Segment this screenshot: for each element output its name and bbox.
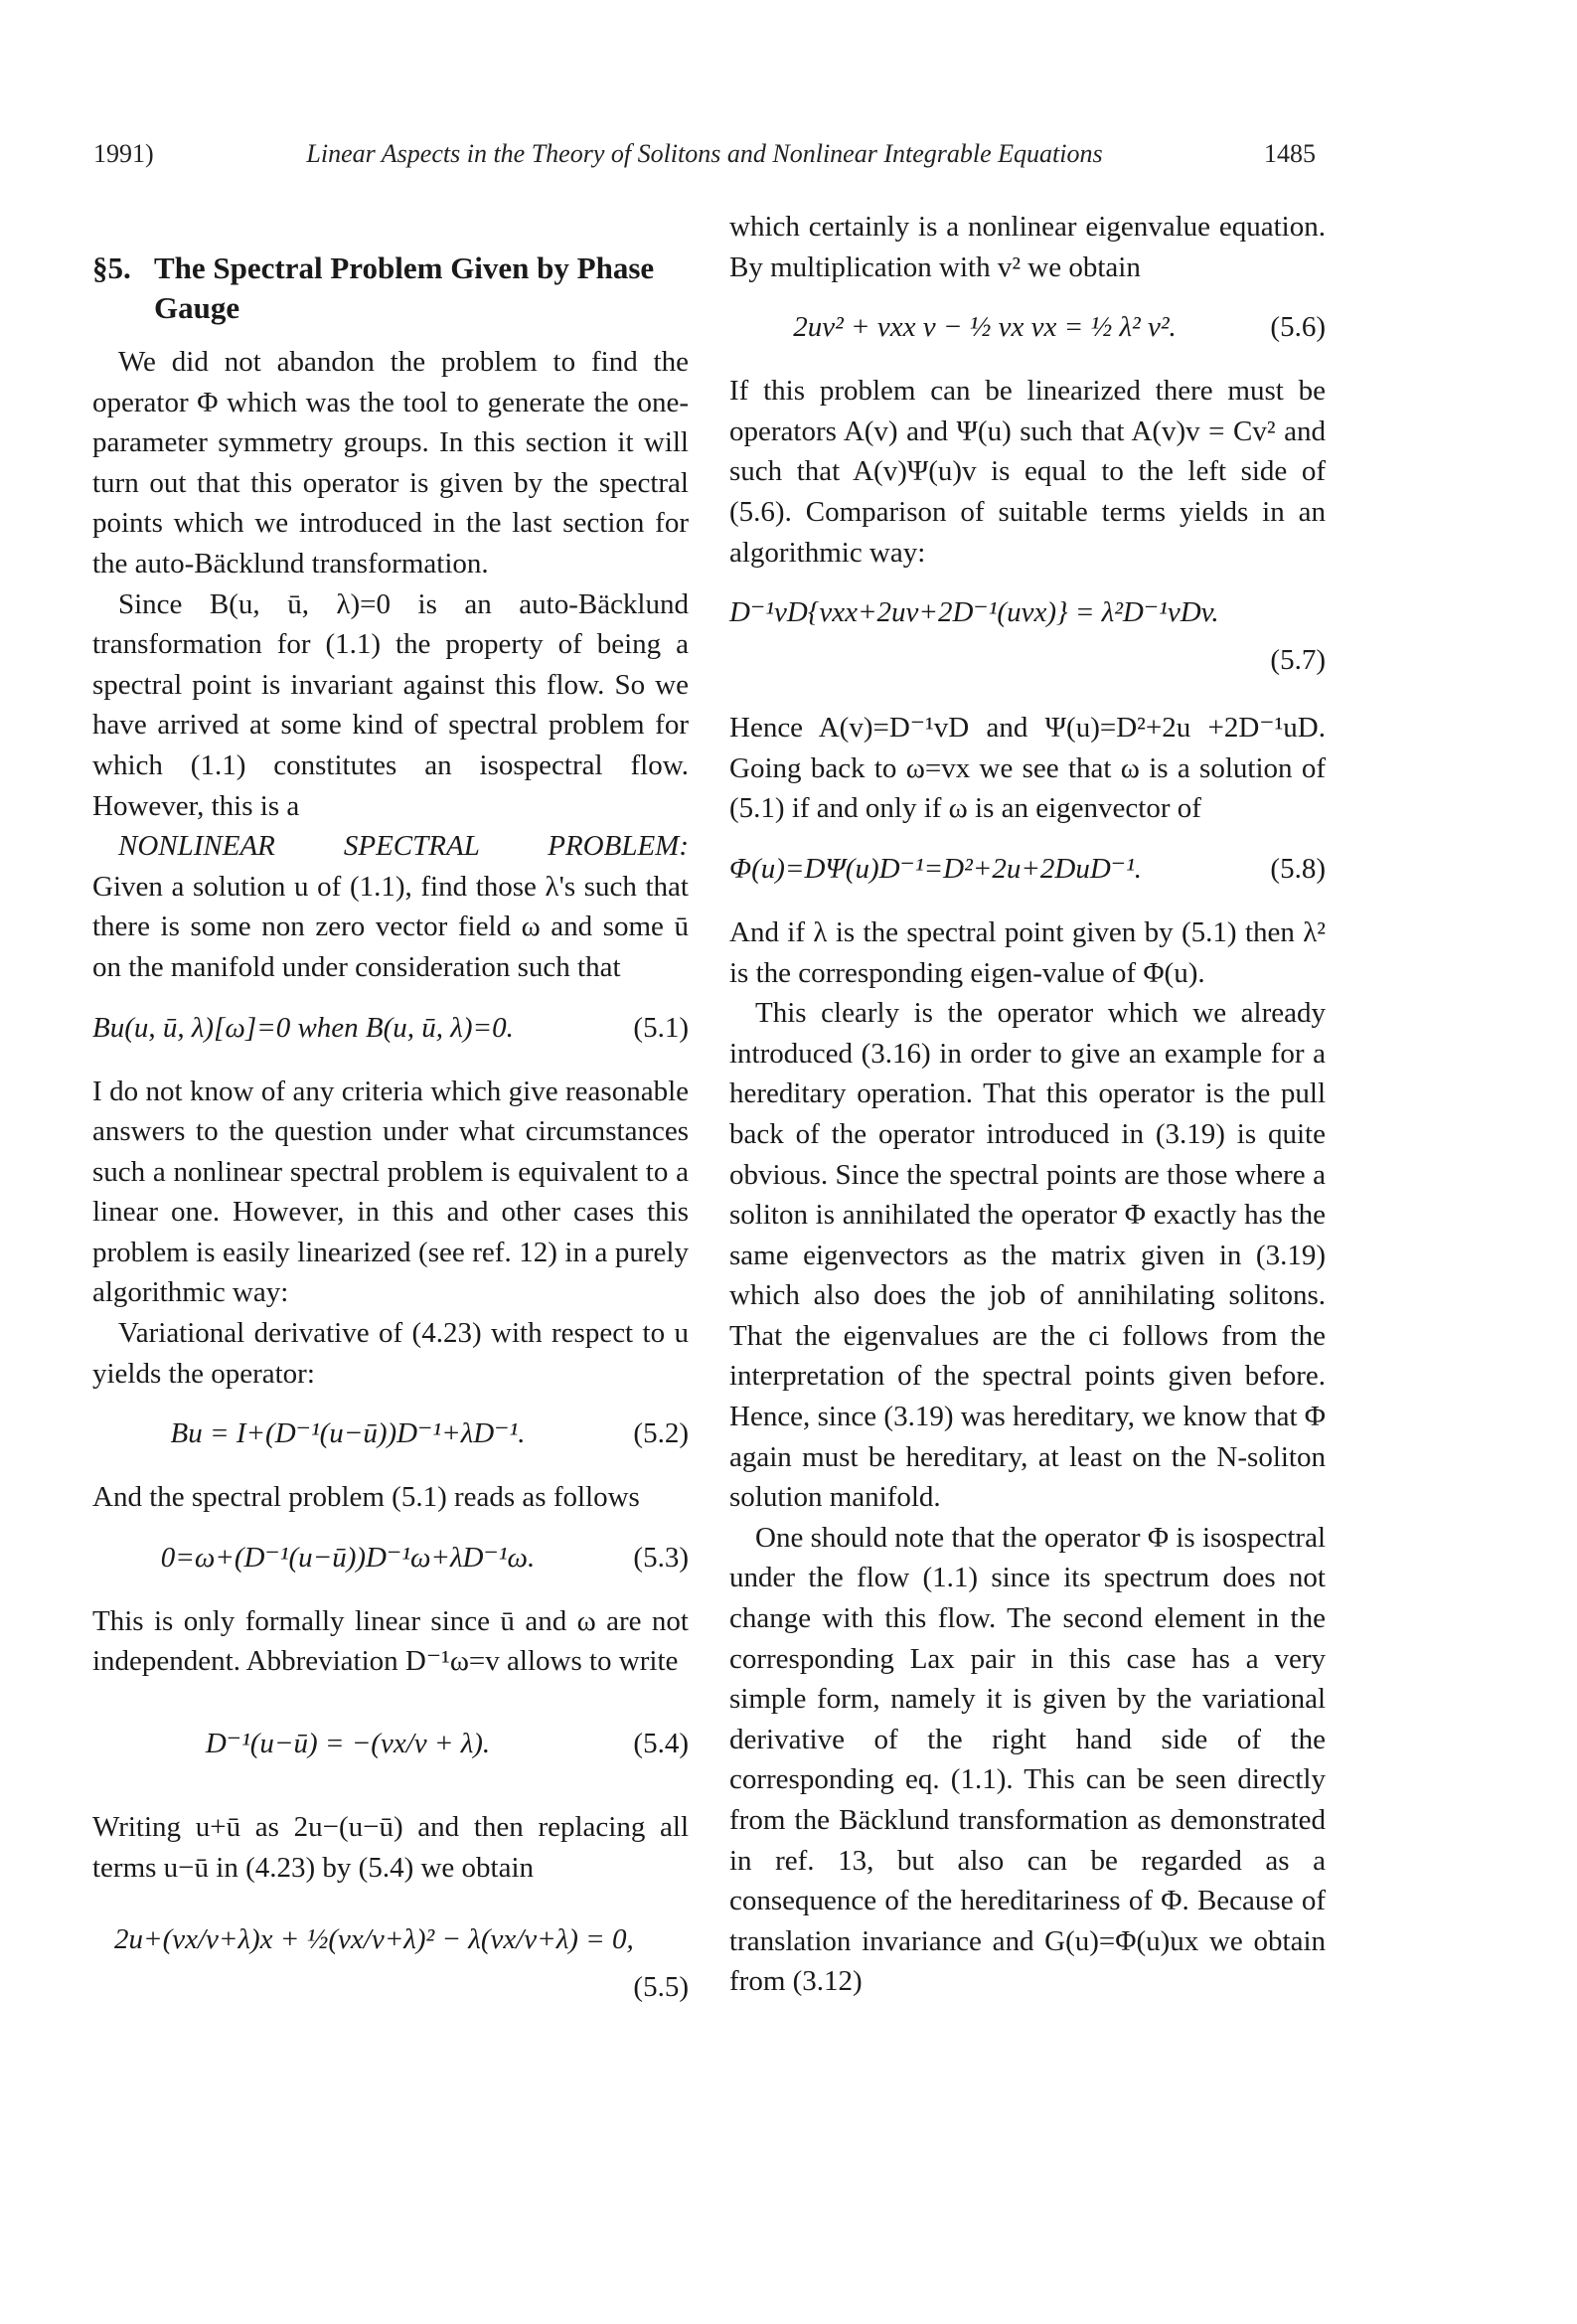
- equation-number: (5.8): [1270, 852, 1326, 885]
- left-column: [92, 207, 689, 2037]
- emphasis-heading: NONLINEAR SPECTRAL PROBLEM:: [118, 830, 689, 863]
- equation: [92, 1413, 689, 1457]
- equation: [729, 849, 1326, 893]
- equation-number: (5.6): [1270, 311, 1326, 344]
- right-column: [729, 207, 1326, 2002]
- paragraph: Writing u+ū as 2u−(u−ū) and then replacing all terms u−ū in (4.23) by (5.4) we obtain: [92, 1811, 689, 1884]
- equation-number: (5.5): [633, 1971, 689, 2004]
- equation-body: D⁻¹(u−ū) = −(vx/v + λ).: [205, 1728, 491, 1760]
- equation: [92, 1702, 689, 1787]
- equation-body: 2u+(vx/v+λ)x + ½(vx/v+λ)² − λ(vx/v+λ) = 0,: [114, 1923, 634, 1956]
- equation-body: Bu(u, ū, λ)[ω]=0 when B(u, ū, λ)=0.: [92, 1011, 514, 1044]
- paragraph: We did not abandon the problem to find the operator Φ which was the tool to generate the one-parameter symmetry groups. In this section it will turn out that this operator is given by the spectral points which we introduced in the last section for the auto-Bäcklund transformation.: [92, 346, 689, 580]
- equation-number: (5.4): [633, 1728, 689, 1760]
- paragraph-text: Given a solution u of (1.1), find those λ's such that there is some non zero vector field ω and some ū on the manifold under consideration such that: [92, 870, 689, 983]
- paragraph: One should note that the operator Φ is isospectral under the flow (1.1) since its spectrum does not change with this flow. The second element in the corresponding Lax pair in this case has a very simple form, namely it is given by the variational derivative of the right hand side of the corresponding eq. (1.1). This can be seen directly from the Bäcklund transformation as demonstrated in ref. 13, but also can be regarded as a consequence of the hereditariness of Φ. Because of translation invariance and G(u)=Φ(u)ux we obtain from (3.12): [729, 1521, 1326, 1998]
- paragraph: [92, 584, 689, 988]
- paragraph: Variational derivative of (4.23) with respect to u yields the operator:: [92, 1317, 689, 1390]
- equation: [92, 1908, 689, 2017]
- equation-number: (5.2): [633, 1417, 689, 1450]
- equation-body: Bu = I+(D⁻¹(u−ū))D⁻¹+λD⁻¹.: [170, 1417, 526, 1450]
- paragraph-text: Since B(u, ū, λ)=0 is an auto-Bäcklund transformation for (1.1) the property of being a spectral point is invariant against this flow. So we have arrived at some kind of spectral problem for which (1.1) constitutes an isospectral flow. However, this is a: [92, 587, 689, 822]
- running-title: Linear Aspects in the Theory of Solitons and Nonlinear Integrable Equations: [306, 139, 1103, 168]
- equation: [92, 1008, 689, 1052]
- header-year: 1991): [93, 139, 154, 168]
- equation-number: (5.1): [633, 1011, 689, 1044]
- paragraph: Hence A(v)=D⁻¹vD and Ψ(u)=D²+2u +2D⁻¹uD. Going back to ω=vx we see that ω is a solution of (5.1) if and only if ω is an eigenvector of: [729, 712, 1326, 825]
- paragraph: I do not know of any criteria which give reasonable answers to the question under what circumstances such a nonlinear spectral problem is equivalent to a linear one. However, in this and other cases this problem is easily linearized (see ref. 12) in a purely algorithmic way:: [92, 1075, 689, 1309]
- paragraph: This is only formally linear since ū and ω are not independent. Abbreviation D⁻¹ω=v allows to write: [92, 1604, 689, 1678]
- page-number: 1485: [1264, 139, 1316, 168]
- equation-body: 0=ω+(D⁻¹(u−ū))D⁻¹ω+λD⁻¹ω.: [160, 1541, 536, 1574]
- section-number: §5.: [92, 250, 131, 285]
- paragraph: And if λ is the spectral point given by (5.1) then λ² is the corresponding eigen-value of Φ(u).: [729, 915, 1326, 989]
- equation: [729, 307, 1326, 351]
- equation-number: (5.3): [633, 1541, 689, 1574]
- page-header: [93, 139, 1316, 175]
- equation-body: 2uv² + vxx v − ½ vx vx = ½ λ² v².: [793, 311, 1177, 344]
- equation: [92, 1538, 689, 1581]
- paragraph: This clearly is the operator which we already introduced (3.16) in order to give an example for a hereditary operation. That this operator is the pull back of the operator introduced in (3.19) is quite obvious. Since the spectral points are those where a soliton is annihilated the operator Φ exactly has the same eigenvectors as the matrix given in (3.19) which also does the job of annihilating solitons. That the eigenvalues are the ci follows from the interpretation of the spectral points given before. Hence, since (3.19) was hereditary, we know that Φ again must be hereditary, at least on the N-soliton solution manifold.: [729, 997, 1326, 1514]
- equation-body: D⁻¹vD{vxx+2uv+2D⁻¹(uvx)} = λ²D⁻¹vDv.: [729, 596, 1219, 629]
- section-title: The Spectral Problem Given by Phase Gauge: [154, 250, 655, 325]
- paragraph: If this problem can be linearized there must be operators A(v) and Ψ(u) such that A(v)v = Cv² and such that A(v)Ψ(u)v is equal to the left side of (5.6). Comparison of suitable terms yields in an algorithmic way:: [729, 375, 1326, 569]
- section-heading: [92, 249, 689, 328]
- paragraph: And the spectral problem (5.1) reads as follows: [92, 1481, 640, 1514]
- paragraph: which certainly is a nonlinear eigenvalue equation. By multiplication with v² we obtain: [729, 211, 1326, 283]
- equation-number: (5.7): [1270, 644, 1326, 677]
- equation: [729, 592, 1326, 688]
- equation-body: Φ(u)=DΨ(u)D⁻¹=D²+2u+2DuD⁻¹.: [729, 852, 1143, 885]
